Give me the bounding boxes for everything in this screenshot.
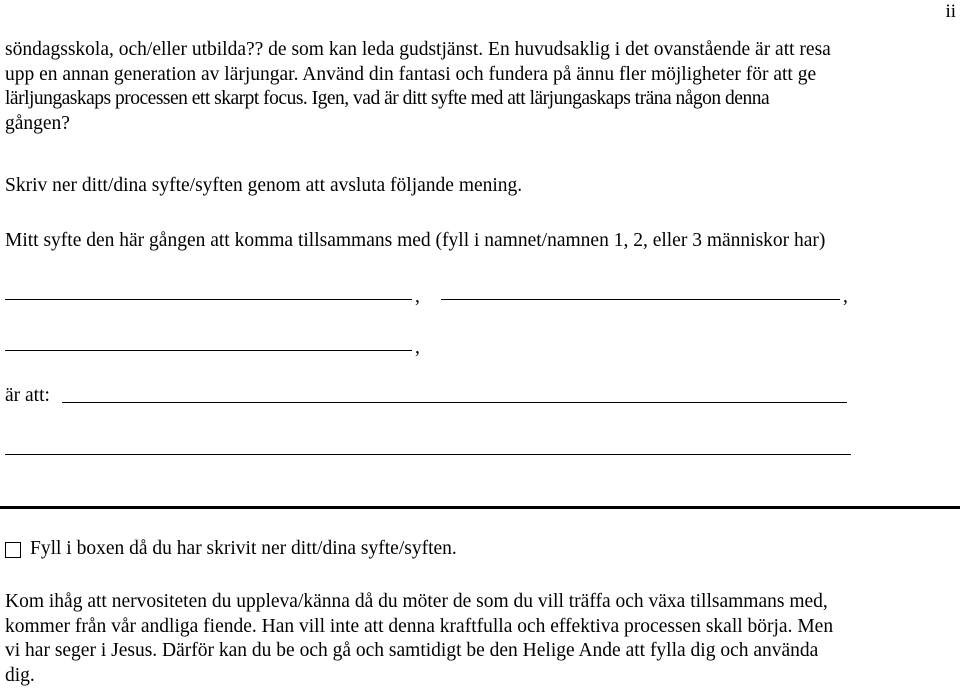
section-divider — [0, 506, 960, 509]
name-2-blank[interactable] — [441, 299, 840, 300]
intro-line: söndagsskola, och/eller utbilda?? de som kan leda gudstjänst. En huvudsaklig i det ovanstående är att resa — [5, 39, 831, 60]
closing-line: kommer från vår andliga fiende. Han vill inte att denna kraftfulla och effektiva processen skall börja. Men — [5, 615, 834, 637]
purpose-label: är att: — [5, 385, 50, 406]
intro-line: lärljungaskaps processen ett skarpt focus. Igen, vad är ditt syfte med att lärjungaskaps träna någon denna — [5, 88, 770, 109]
name-1-blank[interactable] — [5, 299, 412, 300]
intro-line: upp en annan generation av lärjungar. Använd din fantasi och fundera på ännu fler möjligheter för att ge — [5, 63, 817, 85]
name-3-blank[interactable] — [5, 350, 412, 351]
closing-line: Kom ihåg att nervositeten du uppleva/känna då du möter de som du vill träffa och växa tillsammans med, — [5, 591, 828, 612]
closing-line: dig. — [5, 664, 35, 686]
comma: , — [843, 286, 848, 307]
closing-line: vi har seger i Jesus. Därför kan du be och gå och samtidigt be den Helige Ande att fylla dig och använda — [5, 640, 819, 661]
completion-checkbox[interactable] — [5, 542, 21, 558]
intro-line: gången? — [5, 112, 70, 134]
instruction-text: Skriv ner ditt/dina syfte/syften genom att avsluta följande mening. — [5, 175, 523, 196]
completion-checkbox-row — [5, 537, 457, 561]
closing-paragraph — [5, 590, 955, 688]
intro-paragraph — [5, 38, 955, 136]
prompt-sentence: Mitt syfte den här gången att komma tillsammans med (fyll i namnet/namnen 1, 2, eller 3 människor har) — [5, 230, 826, 251]
purpose-blank-2[interactable] — [5, 454, 851, 455]
purpose-blank-1[interactable] — [62, 402, 847, 403]
comma: , — [415, 286, 420, 307]
checkbox-label: Fyll i boxen då du har skrivit ner ditt/dina syfte/syften. — [30, 538, 457, 559]
comma: , — [415, 337, 420, 358]
page-number: ii — [945, 1, 956, 22]
